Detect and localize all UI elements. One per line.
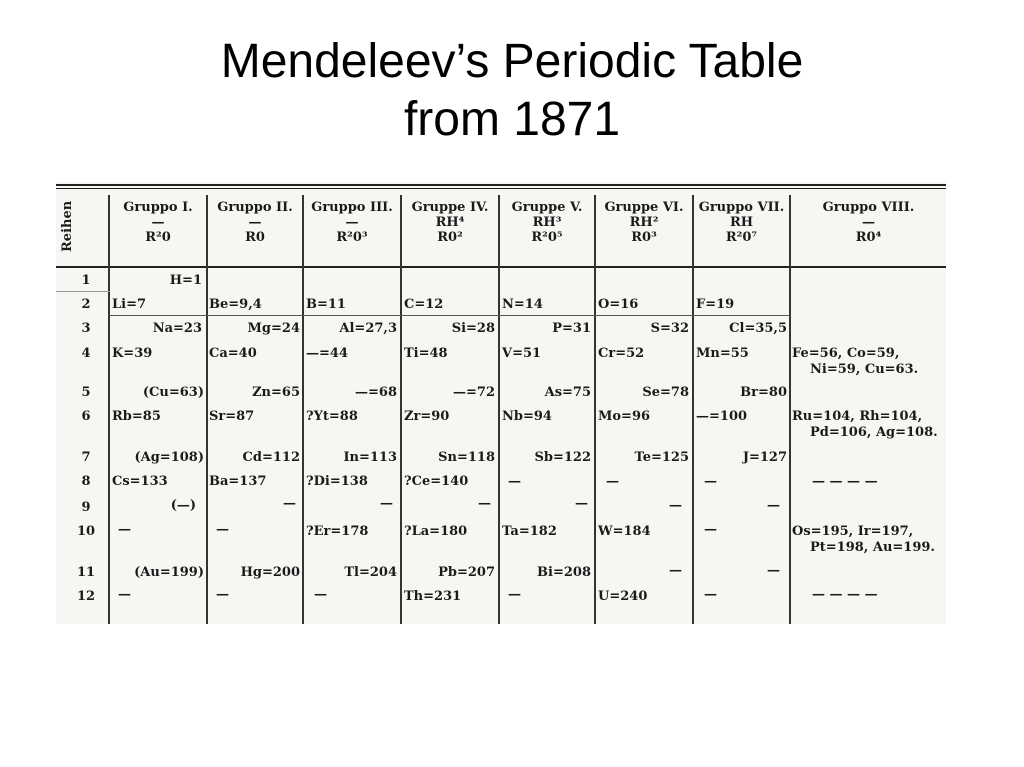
element-cell: — bbox=[669, 563, 682, 578]
element-cell: — — — — bbox=[812, 587, 878, 602]
row-number: 4 bbox=[81, 346, 91, 361]
slide-title bbox=[0, 33, 1024, 149]
element-cell: ?Yt=88 bbox=[306, 409, 358, 424]
row-number: 7 bbox=[81, 450, 91, 465]
element-cell: Os=195, Ir=197, bbox=[792, 524, 914, 539]
element-cell: J=127 bbox=[742, 450, 787, 465]
element-cell: ?La=180 bbox=[404, 524, 468, 539]
group-hydride: — bbox=[151, 215, 165, 230]
element-cell: — bbox=[767, 498, 780, 513]
group-hydride: RH⁴ bbox=[435, 215, 465, 230]
element-cell: C=12 bbox=[404, 297, 444, 312]
element-cell: Si=28 bbox=[451, 321, 495, 336]
element-cell: — bbox=[704, 522, 717, 537]
element-cell: O=16 bbox=[598, 297, 639, 312]
element-cell: Sn=118 bbox=[438, 450, 495, 465]
element-cell: Zr=90 bbox=[404, 409, 450, 424]
column-divider bbox=[108, 195, 110, 624]
element-cell: — bbox=[508, 587, 521, 602]
group-name: Gruppe VI. bbox=[604, 200, 684, 215]
element-cell: Ta=182 bbox=[502, 524, 557, 539]
element-cell: Te=125 bbox=[634, 450, 689, 465]
group-header bbox=[402, 200, 498, 245]
row-number: 2 bbox=[81, 297, 91, 312]
element-cell: Cl=35,5 bbox=[729, 321, 787, 336]
element-cell: Tl=204 bbox=[344, 565, 397, 580]
element-cell: — — — — bbox=[812, 474, 878, 489]
row-number: 5 bbox=[81, 385, 91, 400]
group-header bbox=[500, 200, 594, 245]
element-cell: H=1 bbox=[169, 273, 202, 288]
element-cell: Mg=24 bbox=[247, 321, 300, 336]
element-cell: U=240 bbox=[598, 589, 648, 604]
row-rule bbox=[56, 291, 110, 292]
element-cell: ?Ce=140 bbox=[404, 474, 469, 489]
element-cell: — bbox=[118, 587, 131, 602]
top-rule bbox=[56, 184, 946, 186]
element-cell: (Ag=108) bbox=[134, 450, 204, 465]
element-cell: Se=78 bbox=[642, 385, 689, 400]
element-cell: Cs=133 bbox=[112, 474, 168, 489]
row-header-label: Reihen bbox=[60, 200, 75, 252]
group-oxide: R0³ bbox=[631, 230, 657, 245]
element-cell: — bbox=[118, 522, 131, 537]
row-number: 1 bbox=[81, 273, 91, 288]
element-cell: (Au=199) bbox=[134, 565, 204, 580]
row-rule bbox=[108, 315, 790, 316]
element-cell: Hg=200 bbox=[240, 565, 300, 580]
element-cell: — bbox=[508, 474, 521, 489]
group-hydride: RH bbox=[729, 215, 754, 230]
group-name: Gruppo VIII. bbox=[822, 200, 915, 215]
element-cell: — bbox=[380, 496, 393, 511]
element-cell: —=68 bbox=[355, 385, 397, 400]
element-cell: Fe=56, Co=59, bbox=[792, 346, 900, 361]
group-oxide: R0 bbox=[245, 230, 265, 245]
element-cell: ?Er=178 bbox=[306, 524, 369, 539]
element-cell: F=19 bbox=[696, 297, 735, 312]
group-oxide: R²0³ bbox=[336, 230, 368, 245]
element-cell: Mo=96 bbox=[598, 409, 651, 424]
element-cell: Pd=106, Ag=108. bbox=[810, 425, 938, 440]
element-cell: —=72 bbox=[453, 385, 495, 400]
group-hydride: — bbox=[862, 215, 875, 230]
element-cell: — bbox=[704, 587, 717, 602]
group-name: Gruppo I. bbox=[123, 200, 193, 215]
element-cell: — bbox=[216, 587, 229, 602]
element-cell: — bbox=[767, 563, 780, 578]
element-cell: — bbox=[704, 474, 717, 489]
element-cell: — bbox=[606, 474, 619, 489]
element-cell: V=51 bbox=[502, 346, 542, 361]
element-cell: K=39 bbox=[112, 346, 153, 361]
group-oxide: R²0⁷ bbox=[725, 230, 758, 245]
column-divider bbox=[692, 195, 694, 624]
group-oxide: R0⁴ bbox=[855, 230, 882, 245]
group-hydride: — bbox=[345, 215, 359, 230]
group-hydride: RH² bbox=[629, 215, 659, 230]
column-divider bbox=[302, 195, 304, 624]
element-cell: Br=80 bbox=[740, 385, 787, 400]
element-cell: — bbox=[575, 496, 588, 511]
group-hydride: — bbox=[248, 215, 262, 230]
group-header bbox=[791, 200, 946, 245]
element-cell: Na=23 bbox=[152, 321, 202, 336]
element-cell: Pt=198, Au=199. bbox=[810, 540, 935, 555]
periodic-table-scan bbox=[56, 182, 946, 624]
element-cell: Al=27,3 bbox=[339, 321, 397, 336]
element-cell: Ca=40 bbox=[209, 346, 257, 361]
element-cell: Th=231 bbox=[404, 589, 462, 604]
element-cell: ?Di=138 bbox=[306, 474, 368, 489]
element-cell: — bbox=[669, 498, 682, 513]
element-cell: P=31 bbox=[552, 321, 591, 336]
row-number: 3 bbox=[81, 321, 91, 336]
element-cell: Cr=52 bbox=[598, 346, 645, 361]
row-number: 11 bbox=[76, 565, 96, 580]
group-name: Gruppo III. bbox=[311, 200, 393, 215]
column-divider bbox=[789, 195, 791, 624]
group-name: Gruppo VII. bbox=[698, 200, 785, 215]
column-divider bbox=[400, 195, 402, 624]
element-cell: —=44 bbox=[306, 346, 348, 361]
element-cell: W=184 bbox=[598, 524, 651, 539]
group-header bbox=[694, 200, 789, 245]
top-rule-thin bbox=[56, 188, 946, 189]
element-cell: Bi=208 bbox=[537, 565, 591, 580]
element-cell: Zn=65 bbox=[252, 385, 300, 400]
element-cell: —=100 bbox=[696, 409, 748, 424]
element-cell: Sb=122 bbox=[534, 450, 591, 465]
row-number: 10 bbox=[76, 524, 96, 539]
group-name: Gruppe V. bbox=[511, 200, 583, 215]
group-oxide: R²0⁵ bbox=[531, 230, 563, 245]
row-number: 8 bbox=[81, 474, 91, 489]
element-cell: Ru=104, Rh=104, bbox=[792, 409, 923, 424]
element-cell: Cd=112 bbox=[242, 450, 300, 465]
header-rule bbox=[56, 266, 946, 268]
group-header bbox=[596, 200, 692, 245]
group-name: Gruppo II. bbox=[217, 200, 293, 215]
element-cell: In=113 bbox=[343, 450, 397, 465]
element-cell: Sr=87 bbox=[209, 409, 255, 424]
element-cell: Ti=48 bbox=[404, 346, 448, 361]
element-cell: (—) bbox=[170, 498, 196, 513]
row-number: 9 bbox=[81, 500, 91, 515]
element-cell: Rb=85 bbox=[112, 409, 161, 424]
element-cell: Ba=137 bbox=[209, 474, 267, 489]
element-cell: — bbox=[478, 496, 491, 511]
element-cell: B=11 bbox=[306, 297, 346, 312]
element-cell: Ni=59, Cu=63. bbox=[810, 362, 919, 377]
element-cell: — bbox=[314, 587, 327, 602]
element-cell: Be=9,4 bbox=[209, 297, 262, 312]
group-name: Gruppe IV. bbox=[411, 200, 489, 215]
element-cell: S=32 bbox=[650, 321, 689, 336]
element-cell: Pb=207 bbox=[438, 565, 495, 580]
title-line-2: from 1871 bbox=[403, 93, 621, 146]
column-divider bbox=[498, 195, 500, 624]
row-number: 6 bbox=[81, 409, 91, 424]
element-cell: (Cu=63) bbox=[142, 385, 204, 400]
element-cell: As=75 bbox=[544, 385, 591, 400]
group-header bbox=[208, 200, 302, 245]
element-cell: Li=7 bbox=[112, 297, 147, 312]
group-header bbox=[304, 200, 400, 245]
column-divider bbox=[206, 195, 208, 624]
element-cell: Mn=55 bbox=[696, 346, 749, 361]
element-cell: N=14 bbox=[502, 297, 543, 312]
column-divider bbox=[594, 195, 596, 624]
row-number: 12 bbox=[76, 589, 96, 604]
element-cell: — bbox=[216, 522, 229, 537]
element-cell: Nb=94 bbox=[502, 409, 552, 424]
group-hydride: RH³ bbox=[532, 215, 562, 230]
group-header bbox=[110, 200, 206, 245]
group-oxide: R0² bbox=[437, 230, 463, 245]
title-line-1: Mendeleev’s Periodic Table bbox=[220, 35, 804, 88]
element-cell: — bbox=[283, 496, 296, 511]
group-oxide: R²0 bbox=[145, 230, 171, 245]
